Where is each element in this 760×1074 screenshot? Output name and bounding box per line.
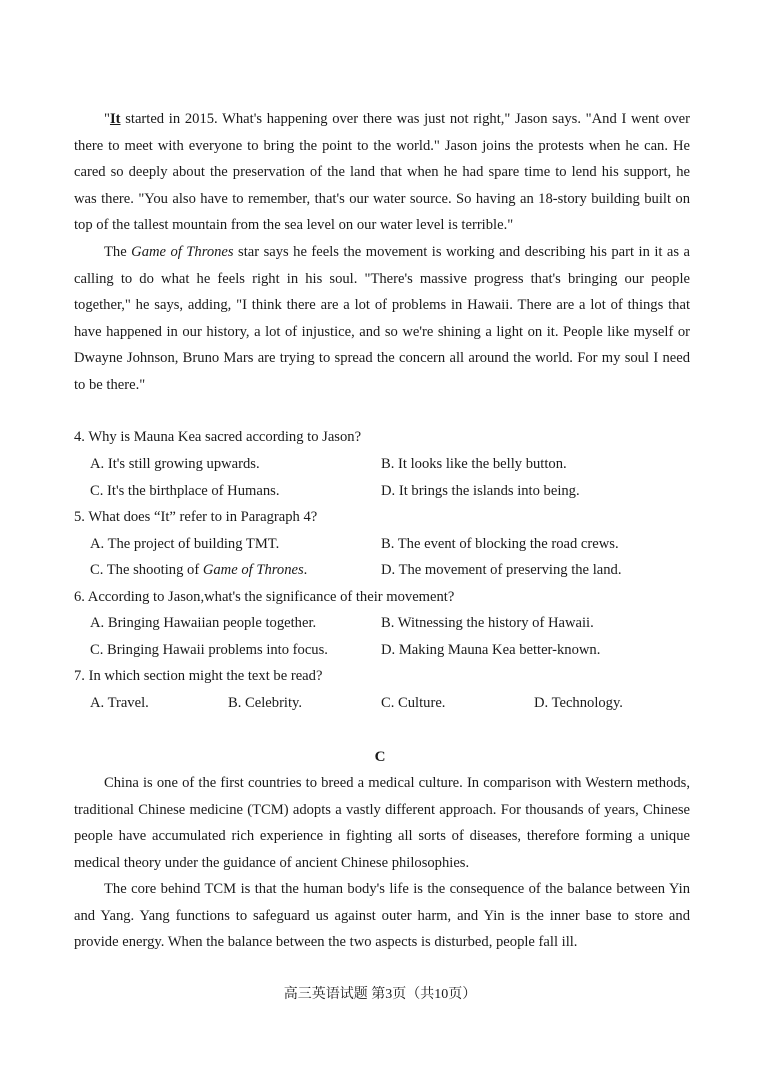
paragraph-4 [74, 106, 690, 239]
section-c-paragraph-1: China is one of the first countries to breed a medical culture. In comparison with Western methods, traditional Chinese medicine (TCM) adopts a vastly different approach. For thousands of years, Chinese people have accumulated rich experience in fighting all sorts of diseases, therefore forming a unique medical theory under the guidance of ancient Chinese philosophies. [74, 775, 690, 871]
question-4-option-a: A. It's still growing upwards. [90, 456, 260, 472]
question-7-stem: 7. In which section might the text be read? [74, 668, 323, 684]
question-7-option-c: C. Culture. [381, 695, 446, 711]
question-7-option-b: B. Celebrity. [228, 695, 303, 711]
question-5-option-a: A. The project of building TMT. [90, 536, 280, 552]
quote-mark: " [104, 111, 110, 127]
question-5-stem: 5. What does “It” refer to in Paragraph 4? [74, 509, 318, 525]
question-5-option-c-end: . [303, 562, 308, 578]
question-5-option-c-title: Game of Thrones [202, 562, 304, 578]
page-footer: 高三英语试题 第3页（共10页） [283, 987, 477, 1002]
paragraph-5-lead: The [104, 244, 132, 260]
question-7-option-d: D. Technology. [534, 695, 623, 711]
question-4-option-c: C. It's the birthplace of Humans. [90, 483, 280, 499]
section-c-heading: C [374, 749, 386, 765]
question-6-stem: 6. According to Jason,what's the significance of their movement? [74, 589, 455, 605]
question-6-option-a: A. Bringing Hawaiian people together. [90, 615, 317, 631]
paragraph-5-text: star says he feels the movement is working and describing his part in it as a calling to do what he feels right in his soul. "There's massive progress that's bringing our people together," he says, adding, "I think there are a lot of problems in Hawaii. There are a lot of things that have happened in our history, a lot of injustice, and so we're shining a light on it. People like myself or Dwayne Johnson, Bruno Mars are trying to spread the concern all around the world. For my soul I need to be there." [74, 244, 690, 393]
question-4-option-b: B. It looks like the belly button. [381, 456, 567, 472]
question-6-option-b: B. Witnessing the history of Hawaii. [381, 615, 594, 631]
show-title: Game of Thrones [131, 244, 234, 260]
question-4-option-d: D. It brings the islands into being. [381, 483, 580, 499]
question-6-option-d: D. Making Mauna Kea better-known. [381, 642, 601, 658]
paragraph-4-text: started in 2015. What's happening over there was just not right," Jason says. "And I went over there to meet with everyone to bring the point to the world." Jason joins the protests when he can. He cared so deeply about the preservation of the land that when he had spare time to lend his support, he was there. "You also have to remember, that's our water source. So having an 18-story building built on top of the tallest mountain from the sea level on our water level is terrible." [74, 111, 690, 234]
question-7-option-a: A. Travel. [90, 695, 149, 711]
question-5-option-d: D. The movement of preserving the land. [381, 562, 622, 578]
question-5-option-b: B. The event of blocking the road crews. [381, 536, 619, 552]
question-4-stem: 4. Why is Mauna Kea sacred according to Jason? [74, 429, 362, 445]
section-c-paragraph-2: The core behind TCM is that the human body's life is the consequence of the balance between Yin and Yang. Yang functions to safeguard us against outer harm, and Yin is the inner base to store and provide energy. When the balance between the two aspects is disturbed, people fall ill. [74, 881, 690, 951]
paragraph-5 [74, 239, 690, 399]
question-6-option-c: C. Bringing Hawaii problems into focus. [90, 642, 328, 658]
referenced-word-it: It [109, 111, 121, 127]
question-5-option-c [90, 557, 307, 584]
question-5-option-c-lead: C. The shooting of [90, 562, 203, 578]
